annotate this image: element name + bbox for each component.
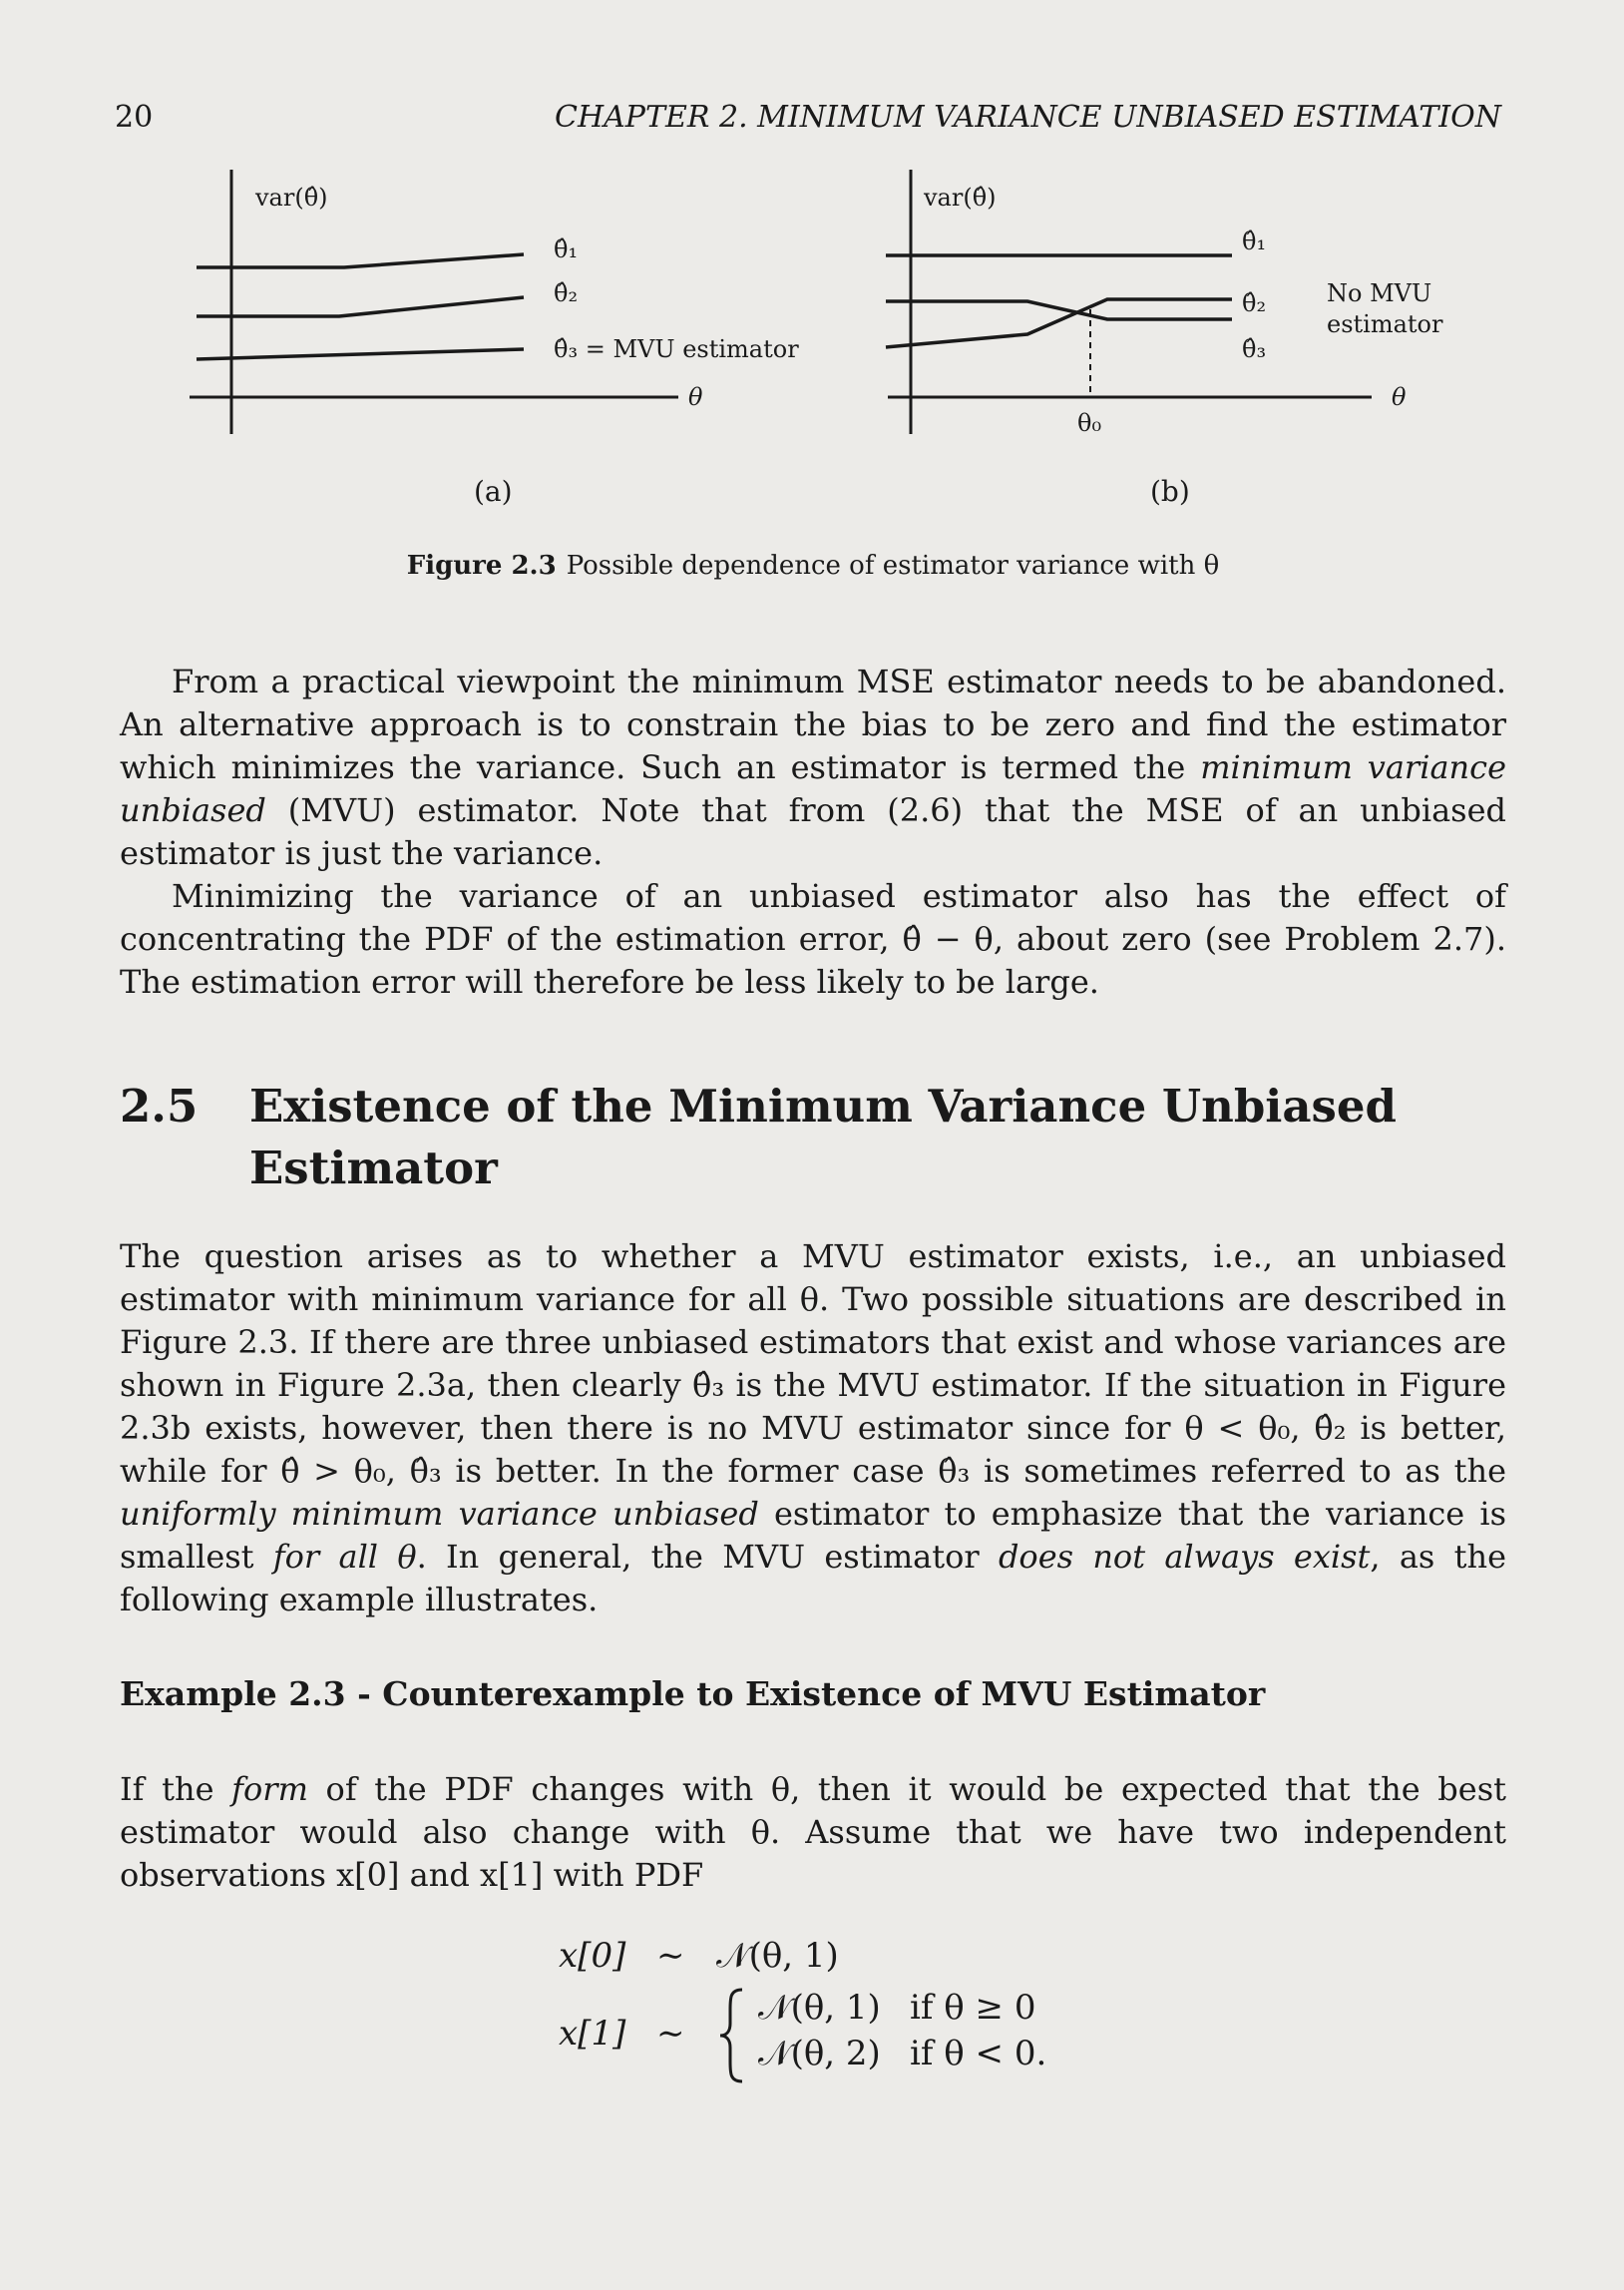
- label-theta2-a: θ̂₂: [554, 279, 579, 307]
- ylabel-a: var(θ̂): [255, 184, 328, 212]
- xlabel-b: θ: [1392, 383, 1407, 411]
- page-number: 20: [115, 100, 154, 135]
- curve-theta2-a: [197, 297, 524, 316]
- paragraph-2: Minimizing the variance of an unbiased estimator also has the effect of concentrating the PDF of the estimation error, θ̂ − θ, about zero (see Problem 2.7). The estimation error will therefore be less likely to be large.: [120, 877, 1506, 1001]
- paragraph-1: [120, 661, 1506, 875]
- para3-part: estimator to emphasize that the variance is smallest: [120, 1495, 1507, 1576]
- panel-a: [190, 170, 799, 508]
- label-theta3-b: θ̂₃: [1242, 335, 1267, 363]
- para1-part: (MVU) estimator. Note that from (2.6) that the MSE of an unbiased estimator is just the variance.: [120, 791, 1506, 872]
- eq-case1: 𝒩(θ, 1): [758, 1988, 881, 2028]
- section-number: 2.5: [120, 1080, 199, 1133]
- caption-text: Possible dependence of estimator variance with θ: [566, 551, 1220, 581]
- para4-emphasis: form: [231, 1770, 308, 1808]
- curve-theta3-a: [197, 349, 524, 359]
- body-text-1: [120, 661, 1506, 1004]
- label-theta2-b: θ̂₂: [1242, 289, 1267, 317]
- eq-case2: 𝒩(θ, 2): [758, 2034, 881, 2073]
- figure-caption: [120, 551, 1506, 581]
- curve-theta1-a: [197, 254, 524, 267]
- section-title: Existence of the Minimum Variance Unbiased Estimator: [249, 1080, 1397, 1194]
- body-text-3: [120, 1768, 1506, 1897]
- panel-b: [886, 170, 1443, 508]
- para3-emphasis: does not always exist: [998, 1538, 1371, 1576]
- xlabel-a: θ: [688, 383, 703, 411]
- para3-emphasis: for all θ: [272, 1538, 417, 1576]
- para1-emphasis: minimum variance unbiased: [120, 748, 1506, 829]
- chapter-title: CHAPTER 2. MINIMUM VARIANCE UNBIASED ESTIMATION: [554, 100, 1501, 135]
- para3-emphasis: uniformly minimum variance unbiased: [120, 1495, 759, 1533]
- eq-x0: x[0]: [559, 1936, 626, 1976]
- note-estimator: estimator: [1327, 310, 1443, 338]
- eq-dist0: 𝒩(θ, 1): [716, 1936, 839, 1976]
- note-no-mvu: No MVU: [1327, 279, 1432, 307]
- figure-2-3: [170, 170, 1486, 609]
- label-theta1-a: θ̂₁: [554, 235, 579, 263]
- example-title: Example 2.3 - Counterexample to Existence of MVU Estimator: [120, 1674, 1266, 1713]
- curve-theta3-b: [886, 299, 1232, 347]
- eq-sim-1: ∼: [656, 1936, 685, 1976]
- eq-cond2: if θ < 0.: [910, 2034, 1047, 2073]
- label-theta0: θ₀: [1077, 409, 1102, 437]
- para1-part: From a practical viewpoint the minimum MSE estimator needs to be abandoned. An alternative approach is to constrain the bias to be zero and find the estimator which minimizes the variance. Such an estimator is termed the: [120, 663, 1506, 786]
- para4-part: If the: [120, 1770, 232, 1808]
- brace-icon: [716, 1986, 746, 2085]
- para4-part: of the PDF changes with θ, then it would be expected that the best estimator would also change with θ. Assume that we have two independent observations x[0] and x[1] with PDF: [120, 1770, 1507, 1894]
- ylabel-b: var(θ̂): [924, 184, 997, 212]
- page-header: [115, 100, 1501, 150]
- body-text-2: [120, 1235, 1506, 1621]
- paragraph-4: [120, 1768, 1506, 1897]
- panel-b-label: (b): [1150, 475, 1190, 508]
- eq-x1: x[1]: [559, 2014, 626, 2054]
- label-theta3-a: θ̂₃ = MVU estimator: [554, 335, 799, 363]
- para3-part: , as the following example illustrates.: [120, 1538, 1507, 1618]
- caption-label: Figure 2.3: [406, 551, 557, 581]
- paragraph-3: [120, 1235, 1506, 1621]
- eq-cond1: if θ ≥ 0: [910, 1988, 1036, 2028]
- para3-part: . In general, the MVU estimator: [416, 1538, 999, 1576]
- para3-part: The question arises as to whether a MVU estimator exists, i.e., an unbiased estimator with minimum variance for all θ. Two possible situations are described in Figure 2.3. If there are three unbiased estimators that exist and whose variances are shown in Figure 2.3a, then clearly θ̂₃ is the MVU estimator. If the situation in Figure 2.3b exists, however, then there is no MVU estimator since for θ < θ₀, θ̂₂ is better, while for θ̂ > θ₀, θ̂₃ is better. In the former case θ̂₃ is sometimes referred to as the: [120, 1237, 1506, 1490]
- eq-sim-2: ∼: [656, 2014, 685, 2054]
- label-theta1-b: θ̂₁: [1242, 228, 1267, 255]
- panel-a-label: (a): [474, 475, 513, 508]
- curve-theta2-b: [886, 301, 1232, 319]
